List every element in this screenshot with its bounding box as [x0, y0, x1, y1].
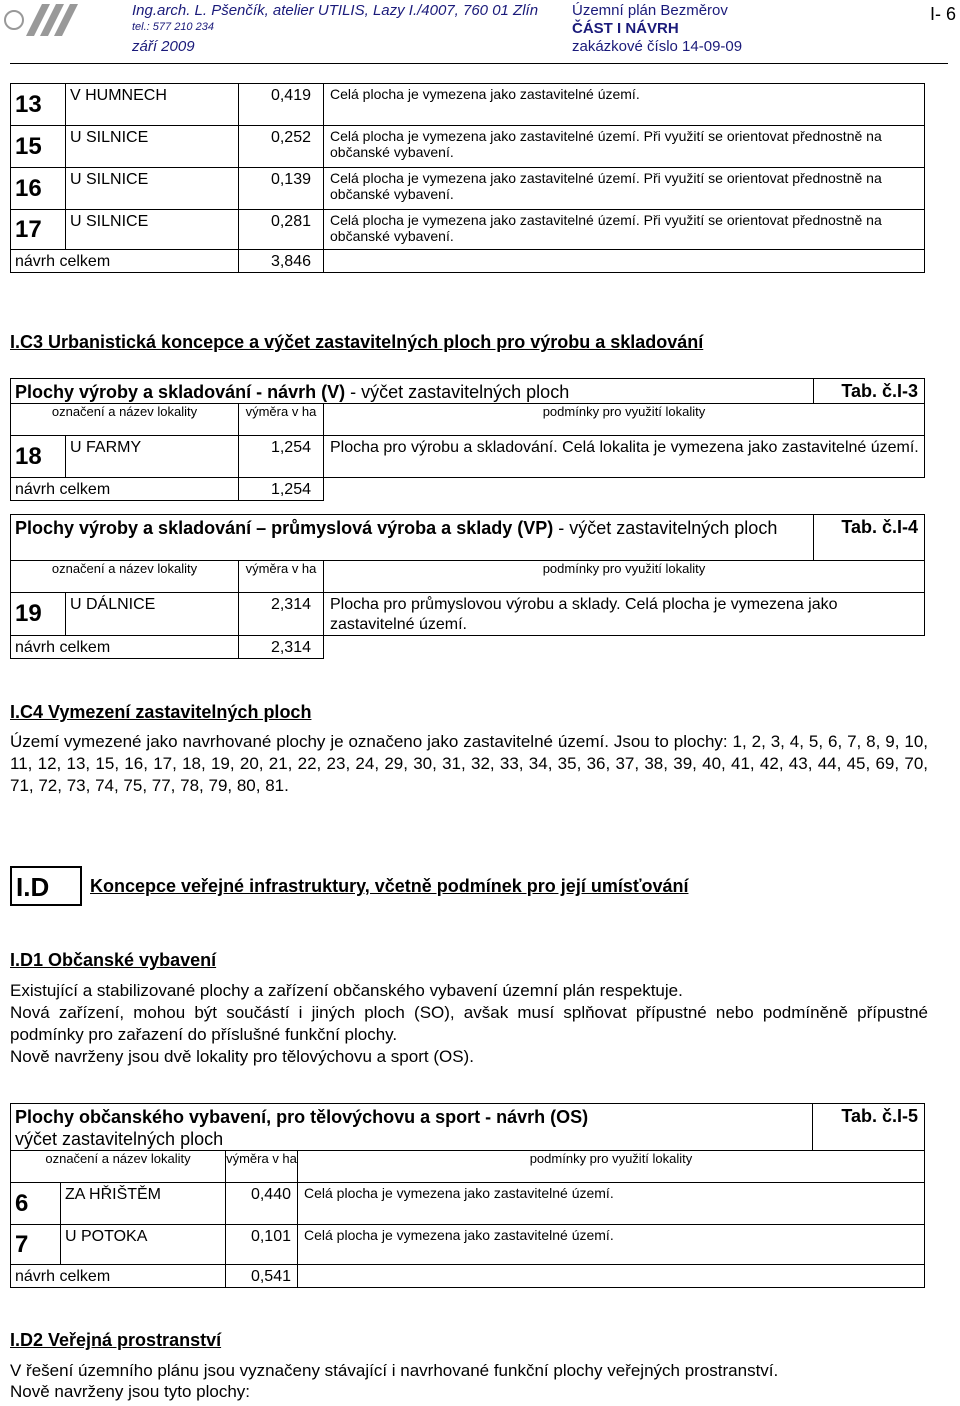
locality-name: U POTOKA — [61, 1225, 226, 1265]
table-number: Tab. č.I-5 — [813, 1104, 925, 1151]
column-header-name: označení a název lokality — [11, 561, 239, 593]
total-area: 0,541 — [226, 1265, 298, 1288]
section-c4-text: Území vymezené jako navrhované plochy je označeno jako zastavitelné území. Jsou to plochy: 1, 2, 3, 4, 5, 6, 7, 8, 9, 10, 11, 12, 13, 15, 16, 17, 18, 19, 20, 21, 22, 23, 24, 29, 30, 31, 32, 33, 34, 35, 36, 37, 38, 39, 40, 41, 42, 43, 44, 45, 69, 70, 71, 72, 73, 74, 75, 77, 78, 79, 80, 81. — [10, 732, 928, 795]
locality-name: U DÁLNICE — [66, 593, 239, 636]
total-area: 1,254 — [239, 478, 324, 501]
table-row — [11, 84, 925, 126]
table-caption — [11, 515, 814, 561]
table-caption-bold: Plochy výroby a skladování - návrh (V) — [15, 382, 346, 402]
table-row — [11, 168, 925, 210]
table-caption-row — [11, 515, 925, 561]
table-number: Tab. č.I-4 — [814, 515, 925, 561]
atelier-logo — [4, 2, 84, 38]
locality-conditions: Celá plocha je vymezena jako zastavitelné území. Při využití se orientovat přednostně na občanské vybavení. — [324, 210, 925, 250]
total-conditions-empty — [324, 478, 925, 501]
locality-number: 17 — [11, 210, 66, 250]
table-localities-top — [10, 83, 925, 273]
page-number: I- 6 — [929, 4, 956, 24]
total-area: 3,846 — [239, 250, 324, 273]
table-header-row — [11, 404, 925, 436]
table-caption-rest: - výčet zastavitelných ploch — [345, 382, 570, 402]
locality-area: 2,314 — [239, 593, 324, 636]
table-caption-row — [11, 379, 925, 404]
table-row — [11, 436, 925, 478]
table-row — [11, 210, 925, 250]
locality-area: 0,252 — [239, 126, 324, 168]
column-header-area: výměra v ha — [239, 404, 324, 436]
section-d-label: I.D — [10, 866, 82, 906]
locality-area: 0,281 — [239, 210, 324, 250]
table-total-row — [11, 250, 925, 273]
locality-number: 19 — [11, 593, 66, 636]
section-c4-heading: I.C4 Vymezení zastavitelných ploch — [10, 702, 312, 722]
locality-conditions: Plocha pro průmyslovou výrobu a sklady. Celá plocha je vymezena jako zastavitelné území. — [324, 593, 925, 636]
locality-number: 6 — [11, 1183, 61, 1225]
header-phone: tel.: 577 210 234 — [132, 21, 214, 33]
locality-area: 0,101 — [226, 1225, 298, 1265]
section-d-heading: Koncepce veřejné infrastruktury, včetně podmínek pro její umísťování — [90, 876, 689, 896]
header-part: ČÁST I NÁVRH — [572, 20, 679, 37]
locality-conditions: Celá plocha je vymezena jako zastavitelné území. — [324, 84, 925, 126]
table-row — [11, 126, 925, 168]
table-caption — [11, 379, 814, 404]
locality-conditions: Celá plocha je vymezena jako zastavitelné území. — [298, 1225, 925, 1265]
locality-number: 13 — [11, 84, 66, 126]
locality-name: U SILNICE — [66, 126, 239, 168]
locality-conditions: Celá plocha je vymezena jako zastavitelné území. Při využití se orientovat přednostně na občanské vybavení. — [324, 168, 925, 210]
locality-area: 0,139 — [239, 168, 324, 210]
total-label: návrh celkem — [11, 636, 239, 659]
locality-number: 15 — [11, 126, 66, 168]
table-caption-bold: Plochy výroby a skladování – průmyslová výroba a sklady (VP) — [15, 518, 554, 538]
table-row — [11, 1183, 925, 1225]
table-header-row — [11, 561, 925, 593]
table-total-row — [11, 478, 925, 501]
table-caption — [11, 1104, 813, 1151]
header-divider — [10, 63, 948, 64]
locality-conditions: Celá plocha je vymezena jako zastavitelné území. — [298, 1183, 925, 1225]
section-d2-heading: I.D2 Veřejná prostranství — [10, 1330, 222, 1350]
section-d1-paragraph-3: Nově navrženy jsou dvě lokality pro tělovýchovu a sport (OS). — [10, 1047, 474, 1066]
locality-area: 0,419 — [239, 84, 324, 126]
header-date: září 2009 — [132, 38, 195, 55]
column-header-conditions: podmínky pro využití lokality — [324, 561, 925, 593]
column-header-area: výměra v ha — [226, 1151, 298, 1183]
locality-number: 16 — [11, 168, 66, 210]
table-row — [11, 1225, 925, 1265]
column-header-name: označení a název lokality — [11, 404, 239, 436]
header-plan-title: Územní plán Bezměrov — [572, 2, 728, 19]
column-header-conditions: podmínky pro využití lokality — [298, 1151, 925, 1183]
total-label: návrh celkem — [11, 478, 239, 501]
column-header-name: označení a název lokality — [11, 1151, 226, 1183]
total-conditions-empty — [298, 1265, 925, 1288]
column-header-area: výměra v ha — [239, 561, 324, 593]
table-caption-bold: Plochy občanského vybavení, pro tělovýchovu a sport - návrh (OS) — [15, 1107, 589, 1127]
locality-conditions: Plocha pro výrobu a skladování. Celá lokalita je vymezena jako zastavitelné území. — [324, 436, 925, 478]
table-caption-rest: - výčet zastavitelných ploch — [553, 518, 778, 538]
locality-area: 1,254 — [239, 436, 324, 478]
table-i3 — [10, 378, 925, 501]
total-conditions-empty — [324, 636, 925, 659]
section-d2-paragraph-1: V řešení územního plánu jsou vyznačeny stávající i navrhované funkční plochy veřejných prostranství. — [10, 1361, 779, 1380]
table-i5 — [10, 1103, 925, 1288]
header-order-number: zakázkové číslo 14-09-09 — [572, 38, 743, 55]
header-author: Ing.arch. L. Pšenčík, atelier UTILIS, Lazy I./4007, 760 01 Zlín — [132, 2, 539, 19]
table-header-row — [11, 1151, 925, 1183]
locality-name: U FARMY — [66, 436, 239, 478]
locality-area: 0,440 — [226, 1183, 298, 1225]
table-caption-row — [11, 1104, 925, 1151]
total-label: návrh celkem — [11, 1265, 226, 1288]
locality-name: U SILNICE — [66, 210, 239, 250]
table-caption-rest: výčet zastavitelných ploch — [15, 1129, 224, 1149]
section-d1-paragraph-1: Existující a stabilizované plochy a zařízení občanského vybavení územní plán respektuje. — [10, 981, 683, 1000]
locality-name: U SILNICE — [66, 168, 239, 210]
locality-number: 18 — [11, 436, 66, 478]
total-conditions-empty — [324, 250, 925, 273]
total-label: návrh celkem — [11, 250, 239, 273]
locality-name: ZA HŘIŠTĚM — [61, 1183, 226, 1225]
table-i4 — [10, 514, 925, 659]
locality-name: V HUMNECH — [66, 84, 239, 126]
table-total-row — [11, 636, 925, 659]
section-c3-heading: I.C3 Urbanistická koncepce a výčet zastavitelných ploch pro výrobu a skladování — [10, 332, 704, 352]
section-d2-paragraph-2: Nově navrženy jsou tyto plochy: — [10, 1382, 251, 1401]
table-row — [11, 593, 925, 636]
total-area: 2,314 — [239, 636, 324, 659]
locality-conditions: Celá plocha je vymezena jako zastavitelné území. Při využití se orientovat přednostně na občanské vybavení. — [324, 126, 925, 168]
section-d1-paragraph-2: Nová zařízení, mohou být součástí i jiných ploch (SO), avšak musí splňovat přípustné nebo podmíněně přípustné podmínky pro zařazení do příslušné funkční plochy. — [10, 1003, 928, 1044]
section-d1-heading: I.D1 Občanské vybavení — [10, 950, 217, 970]
table-number: Tab. č.I-3 — [814, 379, 925, 404]
column-header-conditions: podmínky pro využití lokality — [324, 404, 925, 436]
table-total-row — [11, 1265, 925, 1288]
locality-number: 7 — [11, 1225, 61, 1265]
